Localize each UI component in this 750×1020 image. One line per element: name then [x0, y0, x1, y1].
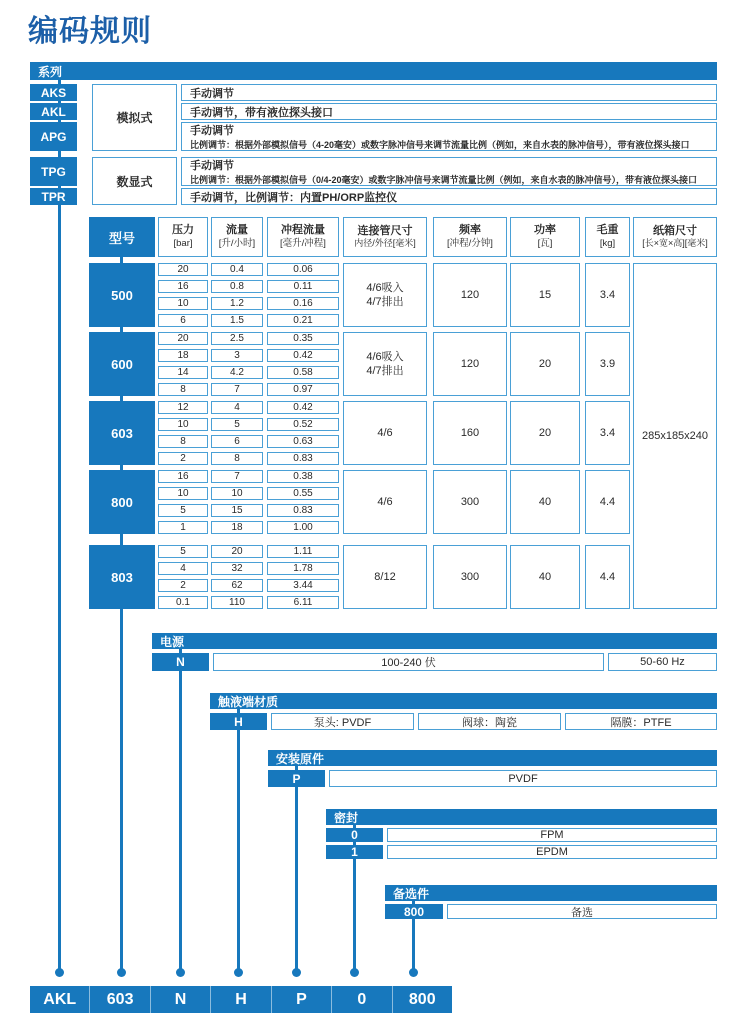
pipe-cell — [343, 263, 427, 327]
flow-value: 3 — [211, 349, 263, 362]
power-freq-cell: 50-60 Hz — [608, 653, 717, 671]
weight-cell: 4.4 — [585, 545, 630, 609]
power-section-header: 电源 — [152, 633, 717, 649]
stroke-value: 0.16 — [267, 297, 339, 310]
flow-value: 2.5 — [211, 332, 263, 345]
header-name: 频率 — [459, 224, 481, 237]
options-code-cell: 800 — [385, 904, 443, 919]
flow-value: 1.2 — [211, 297, 263, 310]
weight-cell: 4.4 — [585, 470, 630, 534]
model-cell: 800 — [89, 470, 155, 534]
header-unit: [bar] — [173, 237, 193, 249]
pipe-cell — [343, 332, 427, 396]
code-segment-wetted: H — [210, 986, 270, 1013]
spec-group-500 — [89, 263, 717, 327]
wetted-section-header: 触液端材质 — [210, 693, 717, 709]
power-code-cell: N — [152, 653, 209, 671]
power-cell: 20 — [510, 401, 580, 465]
pressure-value: 18 — [158, 349, 208, 362]
header-unit: [冲程/分钟] — [447, 237, 493, 249]
stroke-value: 0.52 — [267, 418, 339, 431]
code-segment-seal: 0 — [331, 986, 391, 1013]
pipe-line1: 4/6吸入 — [366, 351, 404, 363]
stroke-value: 6.11 — [267, 596, 339, 609]
stroke-value: 0.35 — [267, 332, 339, 345]
wetted-valve-ball-cell: 阀球：陶瓷 — [418, 713, 561, 730]
flow-value: 6 — [211, 435, 263, 448]
series-desc-tpr-line1: 手动调节，比例调节：内置PH/ORP监控仪 — [190, 191, 398, 204]
spec-header-power — [510, 217, 580, 257]
series-code-tpr: TPR — [30, 188, 77, 205]
connector-dot-power — [176, 968, 185, 977]
stroke-value: 0.83 — [267, 452, 339, 465]
flow-value: 0.4 — [211, 263, 263, 276]
wetted-code-cell: H — [210, 713, 267, 730]
header-name: 流量 — [226, 224, 248, 237]
install-section-header: 安装原件 — [268, 750, 717, 766]
flow-value: 4 — [211, 401, 263, 414]
spec-header-freq — [433, 217, 507, 257]
series-type-analog — [92, 84, 177, 151]
flow-value: 1.5 — [211, 314, 263, 327]
pressure-value: 5 — [158, 504, 208, 517]
flow-value: 0.8 — [211, 280, 263, 293]
model-cell: 600 — [89, 332, 155, 396]
flow-value: 7 — [211, 383, 263, 396]
header-name: 毛重 — [596, 224, 619, 237]
flow-value: 7 — [211, 470, 263, 483]
page-title: 编码规则 — [28, 15, 152, 48]
series-code-tpg: TPG — [30, 157, 77, 186]
seal-code-0-cell: 0 — [326, 828, 383, 842]
header-unit: 内径/外径[毫米] — [354, 238, 416, 249]
pressure-value: 12 — [158, 401, 208, 414]
pipe-line2: 4/7排出 — [366, 296, 404, 308]
spec-header-pipe — [343, 217, 427, 257]
seal-code-1-cell: 1 — [326, 845, 383, 859]
spec-group-803 — [89, 545, 717, 609]
pipe-line1: 4/6吸入 — [366, 282, 404, 294]
connector-line-power — [179, 640, 182, 972]
pressure-value: 8 — [158, 383, 208, 396]
stroke-value: 0.58 — [267, 366, 339, 379]
header-unit: [长×宽×高][毫米] — [642, 238, 708, 249]
pressure-value: 0.1 — [158, 596, 208, 609]
stroke-value: 0.97 — [267, 383, 339, 396]
connector-dot-model — [117, 968, 126, 977]
series-desc-apg-line2: 比例调节：根据外部模拟信号（4-20毫安）或数字脉冲信号来调节流量比例（例如，来自水表的脉冲信号），带有液位探头接口 — [190, 140, 690, 150]
install-code-cell: P — [268, 770, 325, 787]
flow-value: 20 — [211, 545, 263, 558]
flow-value: 32 — [211, 562, 263, 575]
connector-dot-series — [55, 968, 64, 977]
install-value-cell: PVDF — [329, 770, 717, 787]
pressure-value: 10 — [158, 487, 208, 500]
stroke-value: 0.21 — [267, 314, 339, 327]
stroke-value: 0.63 — [267, 435, 339, 448]
pressure-value: 2 — [158, 579, 208, 592]
model-cell: 803 — [89, 545, 155, 609]
series-desc-tpg — [181, 157, 717, 186]
series-code-apg: APG — [30, 122, 77, 151]
seal-value-1-cell: EPDM — [387, 845, 717, 859]
flow-value: 62 — [211, 579, 263, 592]
connector-dot-options — [409, 968, 418, 977]
series-header: 系列 — [30, 62, 717, 80]
header-unit: [毫升/冲程] — [280, 237, 326, 249]
series-code-akl: AKL — [30, 103, 77, 120]
wetted-diaphragm-cell: 隔膜：PTFE — [565, 713, 717, 730]
spec-header-weight — [585, 217, 630, 257]
pipe-cell: 8/12 — [343, 545, 427, 609]
stroke-value: 0.06 — [267, 263, 339, 276]
header-name: 纸箱尺寸 — [653, 224, 697, 237]
spec-header-stroke — [267, 217, 339, 257]
weight-cell: 3.4 — [585, 263, 630, 327]
header-unit: [升/小时] — [218, 237, 256, 249]
code-segment-series: AKL — [43, 990, 77, 1008]
seal-section-header: 密封 — [326, 809, 717, 825]
flow-value: 110 — [211, 596, 263, 609]
header-unit: [kg] — [599, 237, 616, 249]
series-type-analog-label: 模拟式 — [116, 111, 153, 125]
flow-value: 8 — [211, 452, 263, 465]
spec-header-model: 型号 — [89, 217, 155, 257]
pressure-value: 10 — [158, 418, 208, 431]
power-cell: 15 — [510, 263, 580, 327]
stroke-value: 1.78 — [267, 562, 339, 575]
connector-line-series — [58, 70, 61, 972]
power-cell: 20 — [510, 332, 580, 396]
pressure-value: 4 — [158, 562, 208, 575]
flow-value: 5 — [211, 418, 263, 431]
stroke-value: 0.55 — [267, 487, 339, 500]
wetted-pump-head-cell: 泵头: PVDF — [271, 713, 414, 730]
stroke-value: 0.42 — [267, 349, 339, 362]
header-name: 连接管尺寸 — [357, 224, 413, 237]
freq-cell: 300 — [433, 545, 507, 609]
spec-header-flow — [211, 217, 263, 257]
flow-value: 10 — [211, 487, 263, 500]
freq-cell: 160 — [433, 401, 507, 465]
stroke-value: 1.00 — [267, 521, 339, 534]
header-name: 功率 — [534, 224, 556, 237]
power-cell: 40 — [510, 545, 580, 609]
weight-cell: 3.4 — [585, 401, 630, 465]
code-segment-options: 800 — [392, 986, 452, 1013]
model-code-bar — [30, 986, 452, 1013]
options-value-cell: 备选 — [447, 904, 717, 919]
pressure-value: 16 — [158, 280, 208, 293]
series-desc-tpg-line1: 手动调节 — [190, 160, 234, 172]
series-code-aks: AKS — [30, 84, 77, 101]
series-desc-aks — [181, 84, 717, 101]
pressure-value: 20 — [158, 263, 208, 276]
model-cell: 500 — [89, 263, 155, 327]
connector-line-install — [295, 757, 298, 972]
series-desc-tpg-line2: 比例调节：根据外部模拟信号（0/4-20毫安）或数字脉冲信号来调节流量比例（例如，来自水表的脉冲信号），带有液位探头接口 — [190, 175, 698, 185]
series-type-digital — [92, 157, 177, 205]
model-cell: 603 — [89, 401, 155, 465]
stroke-value: 0.11 — [267, 280, 339, 293]
stroke-value: 1.11 — [267, 545, 339, 558]
flow-value: 4.2 — [211, 366, 263, 379]
pressure-value: 10 — [158, 297, 208, 310]
stroke-value: 0.38 — [267, 470, 339, 483]
pressure-value: 1 — [158, 521, 208, 534]
pressure-value: 14 — [158, 366, 208, 379]
power-voltage-cell: 100-240 伏 — [213, 653, 604, 671]
connector-dot-seal — [350, 968, 359, 977]
connector-dot-wetted — [234, 968, 243, 977]
power-cell: 40 — [510, 470, 580, 534]
pressure-value: 5 — [158, 545, 208, 558]
header-name: 压力 — [172, 224, 194, 237]
pipe-cell: 4/6 — [343, 470, 427, 534]
stroke-value: 0.83 — [267, 504, 339, 517]
pressure-value: 16 — [158, 470, 208, 483]
series-desc-aks-line1: 手动调节 — [190, 87, 234, 100]
connector-line-wetted — [237, 700, 240, 972]
freq-cell: 120 — [433, 263, 507, 327]
spec-group-600 — [89, 332, 717, 396]
series-desc-akl-line1: 手动调节，带有液位探头接口 — [190, 106, 333, 119]
pressure-value: 6 — [158, 314, 208, 327]
series-desc-apg — [181, 122, 717, 151]
options-section-header: 备选件 — [385, 885, 717, 901]
connector-dot-install — [292, 968, 301, 977]
spec-group-603 — [89, 401, 717, 465]
pipe-line2: 4/7排出 — [366, 365, 404, 377]
freq-cell: 120 — [433, 332, 507, 396]
series-desc-akl — [181, 103, 717, 120]
spec-group-800 — [89, 470, 717, 534]
flow-value: 15 — [211, 504, 263, 517]
pipe-cell: 4/6 — [343, 401, 427, 465]
spec-header-pressure — [158, 217, 208, 257]
header-unit: [瓦] — [537, 237, 553, 249]
seal-value-0-cell: FPM — [387, 828, 717, 842]
code-segment-power: N — [150, 986, 210, 1013]
series-desc-apg-line1: 手动调节 — [190, 125, 234, 137]
series-desc-tpr — [181, 188, 717, 205]
code-segment-model: 603 — [89, 986, 149, 1013]
series-type-digital-label: 数显式 — [116, 174, 153, 189]
pressure-value: 8 — [158, 435, 208, 448]
header-name: 冲程流量 — [281, 224, 325, 237]
flow-value: 18 — [211, 521, 263, 534]
weight-cell: 3.9 — [585, 332, 630, 396]
freq-cell: 300 — [433, 470, 507, 534]
code-segment-install: P — [271, 986, 331, 1013]
pressure-value: 20 — [158, 332, 208, 345]
spec-carton-cell: 285x185x240 — [633, 263, 717, 609]
spec-header-carton — [633, 217, 717, 257]
pressure-value: 2 — [158, 452, 208, 465]
stroke-value: 3.44 — [267, 579, 339, 592]
stroke-value: 0.42 — [267, 401, 339, 414]
